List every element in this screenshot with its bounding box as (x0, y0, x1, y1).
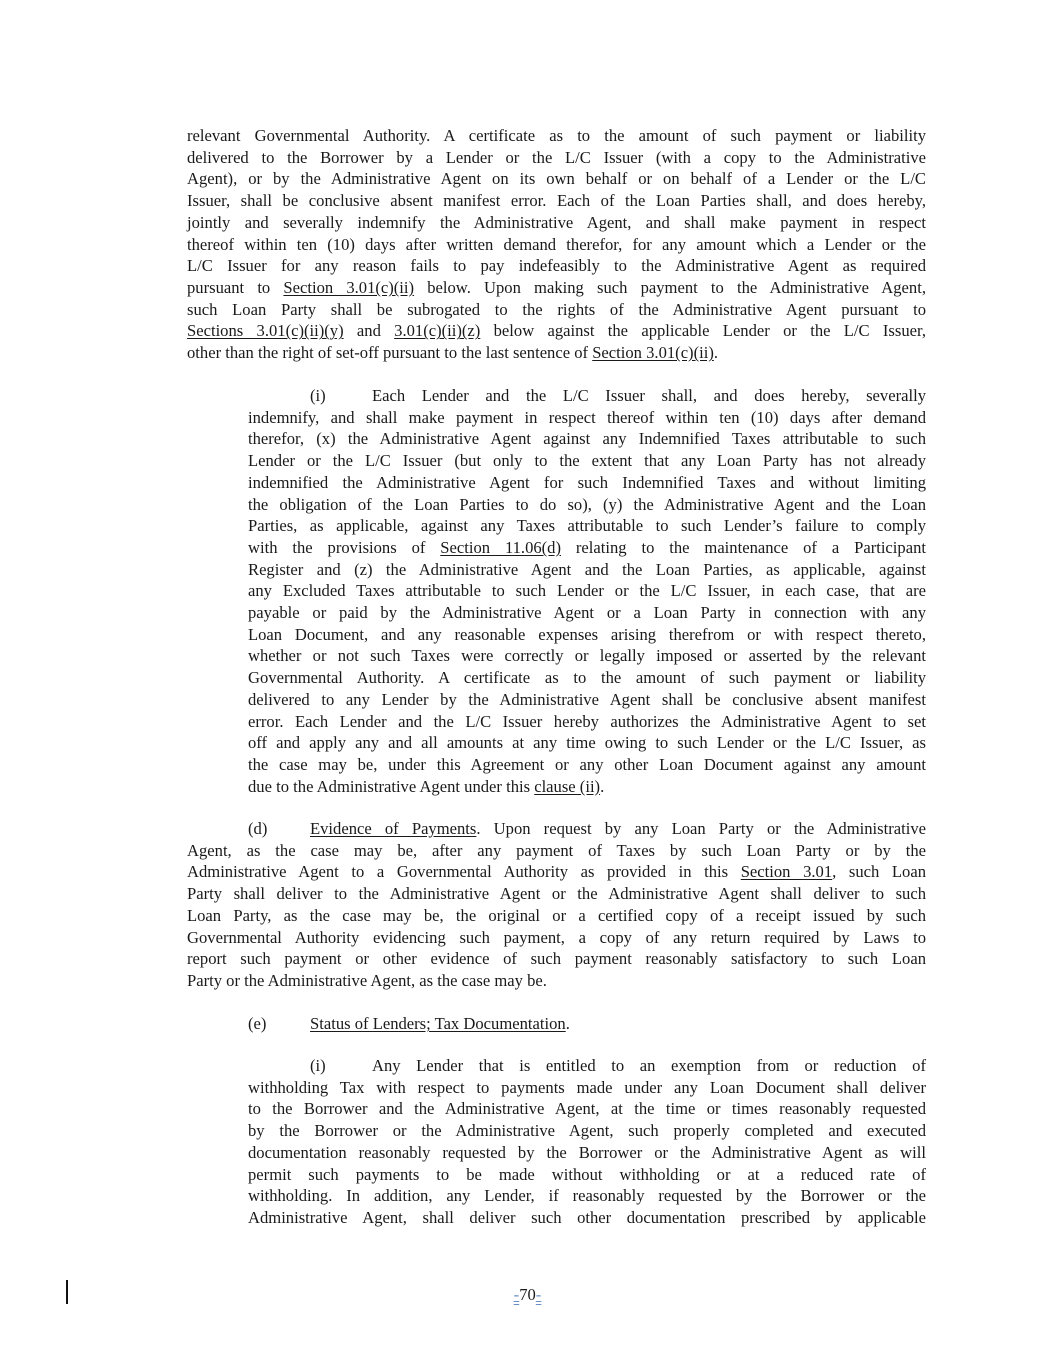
text-segment: . (713, 343, 719, 363)
page-number-dash: - (513, 1285, 520, 1304)
text-line: delivered to any Lender by the Administrative Agent shall be conclusive absent manifest (248, 689, 926, 709)
text-line (187, 277, 926, 299)
text-line: indemnify, and shall make payment in respect thereof within ten (10) days after demand (248, 407, 926, 427)
text-line: delivered to the Borrower by a Lender or the L/C Issuer (with a copy to the Administrative (187, 147, 926, 167)
text-line: Loan Party, as the case may be, the original or a certified copy of a receipt issued by such (187, 905, 926, 925)
text-segment: Administrative Agent to a Governmental Authority as provided in this (187, 862, 741, 882)
clause-marker: (d) (248, 819, 268, 838)
text-line: payable or paid by the Administrative Agent or a Loan Party in connection with any (248, 603, 926, 623)
text-segment: . (565, 1014, 570, 1033)
text-line: whether or not such Taxes were correctly or legally imposed or asserted by the relevant (248, 646, 926, 666)
section-heading: Status of Lenders; Tax Documentation (310, 1014, 566, 1033)
paragraph-d (187, 818, 926, 992)
text-line: off and apply any and all amounts at any time owing to such Lender or the L/C Issuer, as (248, 733, 926, 753)
text-line: Issuer, shall be conclusive absent manifest error. Each of the Loan Parties shall, and does hereby, (187, 191, 926, 211)
text-line: relevant Governmental Authority. A certificate as to the amount of such payment or liability (187, 126, 926, 145)
clause-reference-link[interactable]: clause (ii) (534, 776, 601, 796)
text-line: therefor, (x) the Administrative Agent against any Indemnified Taxes attributable to such (248, 429, 926, 449)
text-line: the case may be, under this Agreement or any other Loan Document against any amount (248, 754, 926, 774)
text-line: report such payment or other evidence of such payment reasonably satisfactory to such Loan (187, 949, 926, 969)
text-line: any Excluded Taxes attributable to such Lender or the L/C Issuer, in each case, that are (248, 581, 926, 601)
text-line: Party or the Administrative Agent, as the case may be. (187, 970, 547, 990)
text-segment: due to the Administrative Agent under this (248, 776, 535, 796)
text-line (187, 818, 926, 840)
page-number (0, 1285, 1055, 1305)
text-segment: pursuant to (187, 277, 284, 297)
text-line (187, 342, 926, 364)
section-reference-link[interactable]: Sections 3.01(c)(ii)(y) (187, 321, 344, 341)
text-line: withholding. In addition, any Lender, if reasonably requested by the Borrower or the (248, 1186, 926, 1206)
text-line: jointly and severally indemnify the Administrative Agent, and shall make payment in respect (187, 212, 926, 232)
text-line: permit such payments to be made without withholding or at a reduced rate of (248, 1164, 926, 1184)
paragraph-continuation (187, 125, 926, 364)
text-segment: other than the right of set-off pursuant to the last sentence of (187, 343, 593, 363)
page-number-value: 70 (519, 1285, 536, 1304)
text-segment: . Upon request by any Loan Party or the Administrative (476, 819, 926, 838)
section-heading: Evidence of Payments (310, 819, 477, 838)
text-line: error. Each Lender and the L/C Issuer hereby authorizes the Administrative Agent to set (248, 711, 926, 731)
section-reference-link[interactable]: Section 3.01(c)(ii) (592, 343, 714, 363)
text-line: by the Borrower or the Administrative Agent, such properly completed and executed (248, 1121, 926, 1141)
section-reference-link[interactable]: Section 3.01(c)(ii) (283, 277, 415, 297)
text-line: Loan Document, and any reasonable expenses arising therefrom or with respect thereto, (248, 624, 926, 644)
text-line (187, 1013, 926, 1035)
text-line: L/C Issuer for any reason fails to pay indefeasibly to the Administrative Agent as required (187, 256, 926, 276)
text-line (187, 320, 926, 342)
clause-marker: (e) (248, 1014, 267, 1033)
text-line: Agent), or by the Administrative Agent on its own behalf or on behalf of a Lender or the L/C (187, 169, 926, 189)
text-line: documentation reasonably requested by the Borrower or the Administrative Agent as will (248, 1142, 926, 1162)
text-segment: relating to the maintenance of a Participant (561, 537, 926, 557)
text-line: Governmental Authority. A certificate as to the amount of such payment or liability (248, 668, 926, 688)
text-line: Lender or the L/C Issuer (but only to the extent that any Loan Party has not already (248, 451, 926, 471)
clause-marker: (i) (310, 386, 326, 405)
text-segment: . (600, 776, 605, 796)
text-line: Parties, as applicable, against any Taxes attributable to such Lender’s failure to comply (248, 516, 926, 536)
text-line: Agent, as the case may be, after any payment of Taxes by such Loan Party or by the (187, 840, 926, 860)
paragraph-e (187, 1013, 926, 1035)
page-number-dash: - (535, 1285, 542, 1304)
text-segment: below. Upon making such payment to the Administrative Agent, (414, 277, 926, 297)
paragraph-e-i (248, 1055, 926, 1229)
text-line: such Loan Party shall be subrogated to the rights of the Administrative Agent pursuant to (187, 299, 926, 319)
text-line: thereof within ten (10) days after written demand therefor, for any amount which a Lender or the (187, 234, 926, 254)
clause-marker: (i) (310, 1056, 326, 1075)
section-reference-link[interactable]: Section 3.01 (740, 862, 833, 882)
text-line: to the Borrower and the Administrative Agent, at the time or times reasonably requested (248, 1099, 926, 1119)
paragraph-i (248, 385, 926, 797)
text-segment: Any Lender that is entitled to an exemption from or reduction of (372, 1056, 926, 1075)
section-reference-link[interactable]: Section 11.06(d) (440, 537, 562, 557)
text-line: withholding Tax with respect to payments made under any Loan Document shall deliver (248, 1077, 926, 1097)
section-reference-link[interactable]: 3.01(c)(ii)(z) (394, 321, 481, 341)
text-line: Administrative Agent, shall deliver such other documentation prescribed by applicable (248, 1207, 926, 1227)
text-segment: and (343, 321, 395, 341)
text-line: Party shall deliver to the Administrative Agent or the Administrative Agent shall deliver to such (187, 884, 926, 904)
text-line (248, 537, 926, 559)
text-segment: below against the applicable Lender or the L/C Issuer, (480, 321, 926, 341)
text-segment: Each Lender and the L/C Issuer shall, and does hereby, severally (372, 386, 926, 405)
text-line: Governmental Authority evidencing such payment, a copy of any return required by Laws to (187, 927, 926, 947)
text-line (248, 776, 926, 798)
text-line (248, 385, 926, 407)
text-line (248, 1055, 926, 1077)
text-segment: , such Loan (832, 862, 926, 882)
text-line: Register and (z) the Administrative Agent and the Loan Parties, as applicable, against (248, 559, 926, 579)
text-line: the obligation of the Loan Parties to do so), (y) the Administrative Agent and the Loan (248, 494, 926, 514)
text-line: indemnified the Administrative Agent for such Indemnified Taxes and without limiting (248, 472, 926, 492)
text-line (187, 861, 926, 883)
text-segment: with the provisions of (248, 537, 441, 557)
